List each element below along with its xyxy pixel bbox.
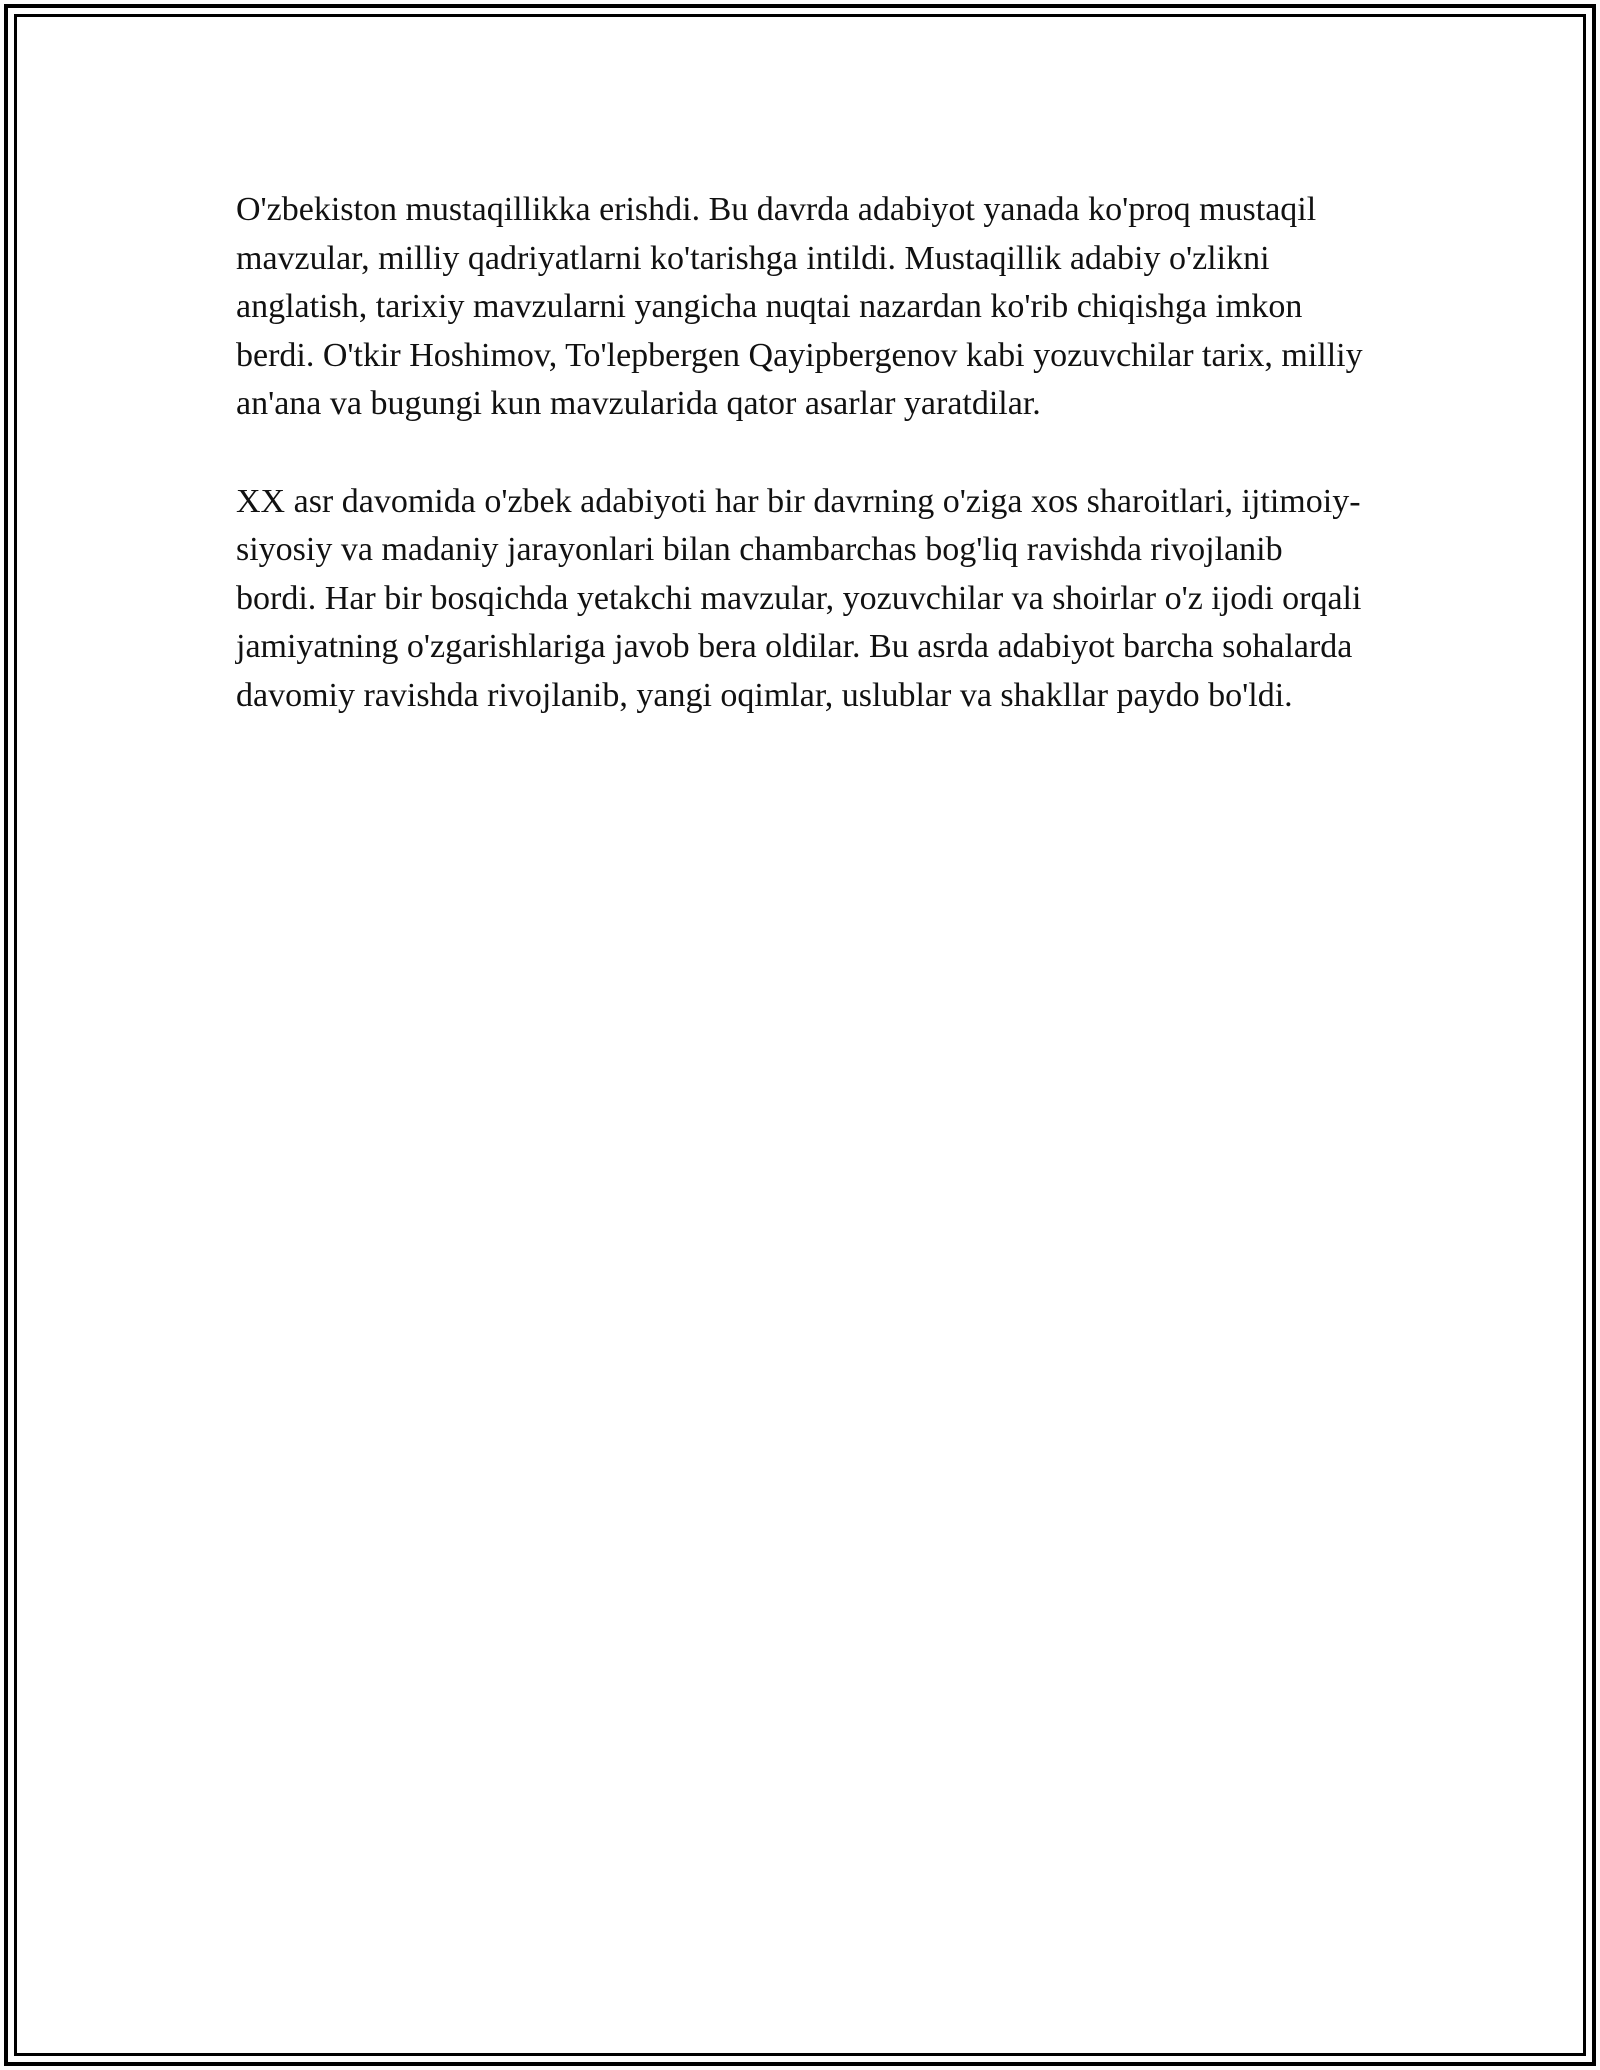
paragraph-independence: O'zbekiston mustaqillikka erishdi. Bu davrda adabiyot yanada ko'proq mustaqil mavzular, milliy qadriyatlarni ko'tarishga intildi. Mustaqillik adabiy o'zlikni anglatish, tarixiy mavzularni yangicha nuqtai nazardan ko'rib chiqishga imkon berdi. O'tkir Hoshimov, To'lepbergen Qayipbergenov kabi yozuvchilar tarix, milliy an'ana va bugungi kun mavzularida qator asarlar yaratdilar. — [236, 191, 1363, 422]
paragraph-twentieth-century: XX asr davomida o'zbek adabiyoti har bir davrning o'ziga xos sharoitlari, ijtimoiy-siyosiy va madaniy jarayonlari bilan chambarchas bog'liq ravishda rivojlanib bordi. Har bir bosqichda yetakchi mavzular, yozuvchilar va shoirlar o'z ijodi orqali jamiyatning o'zgarishlariga javob bera oldilar. Bu asrda adabiyot barcha sohalarda davomiy ravishda rivojlanib, yangi oqimlar, uslublar va shakllar paydo bo'ldi. — [236, 482, 1362, 714]
document-body — [236, 186, 1366, 769]
